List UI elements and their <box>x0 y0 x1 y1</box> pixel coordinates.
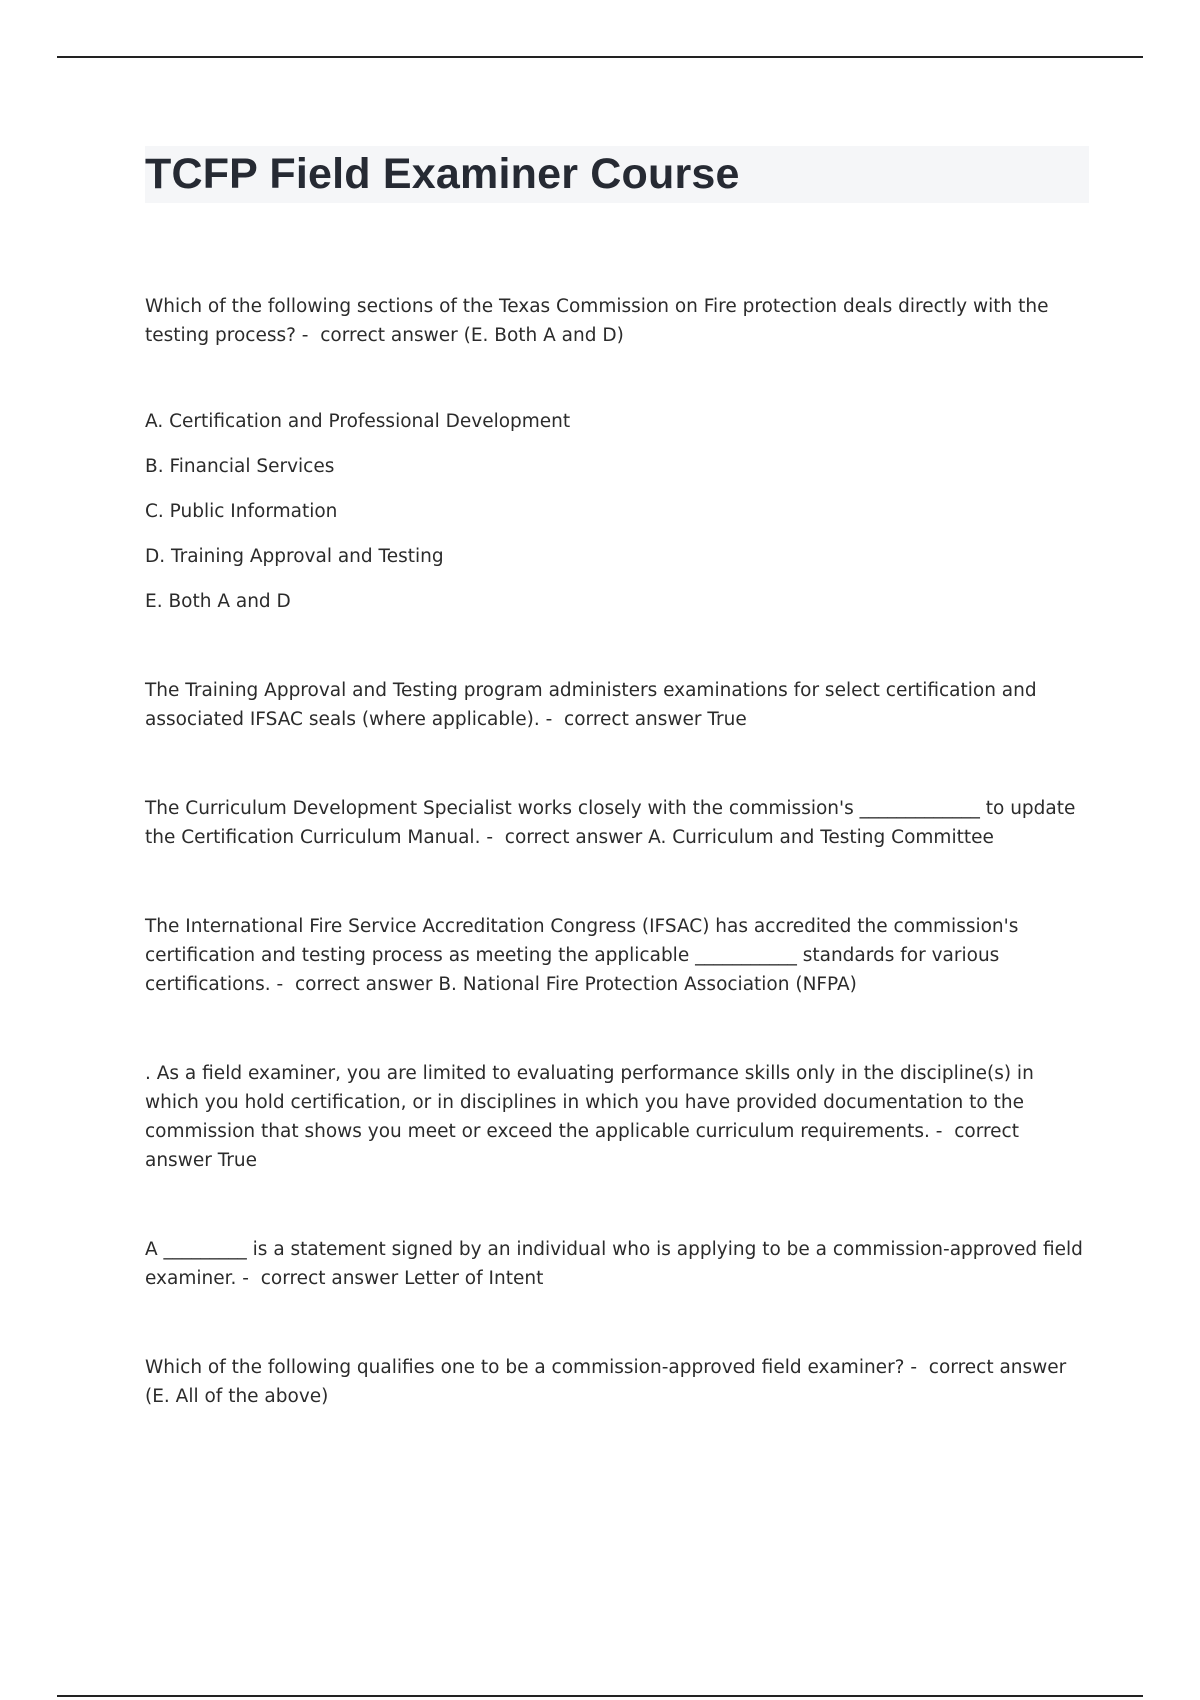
question-3: The Curriculum Development Specialist works closely with the commission's _____________ to update the Certification Curriculum Manual. - correct answer A. Curriculum and Testing Committee <box>145 798 1082 848</box>
option-b: B. Financial Services <box>145 456 335 477</box>
option-c: C. Public Information <box>145 501 338 522</box>
option-e: E. Both A and D <box>145 591 291 612</box>
answer-options-list <box>145 407 1089 616</box>
title-band <box>145 146 1089 203</box>
question-1: Which of the following sections of the Texas Commission on Fire protection deals directly with the testing process? - correct answer (E. Both A and D) <box>145 296 1055 346</box>
question-4: The International Fire Service Accreditation Congress (IFSAC) has accredited the commission's certification and testing process as meeting the applicable ___________ standards for various certifications. - correct answer B. National Fire Protection Association (NFPA) <box>145 916 1025 995</box>
question-6: A _________ is a statement signed by an individual who is applying to be a commission-approved field examiner. - correct answer Letter of Intent <box>145 1239 1089 1289</box>
question-7: Which of the following qualifies one to be a commission-approved field examiner? - correct answer (E. All of the above) <box>145 1357 1073 1407</box>
bottom-rule <box>57 1695 1143 1697</box>
document-body <box>145 146 1089 1471</box>
question-2: The Training Approval and Testing program administers examinations for select certification and associated IFSAC seals (where applicable). - correct answer True <box>145 680 1043 730</box>
option-a: A. Certification and Professional Development <box>145 411 571 432</box>
document-title: TCFP Field Examiner Course <box>145 150 740 198</box>
option-d: D. Training Approval and Testing <box>145 546 444 567</box>
question-5: . As a field examiner, you are limited to evaluating performance skills only in the discipline(s) in which you hold certification, or in disciplines in which you have provided documentation to the commission that shows you meet or exceed the applicable curriculum requirements. - correct answer True <box>145 1063 1040 1171</box>
top-rule <box>57 56 1143 58</box>
